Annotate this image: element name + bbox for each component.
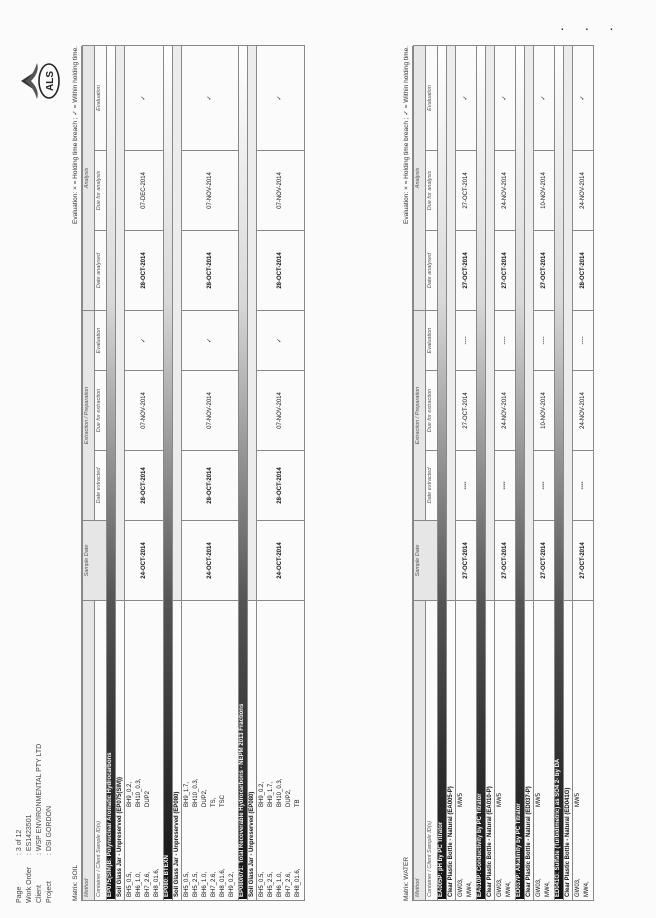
evaluation-analysis: ✓ [573,45,594,150]
soil-col-extraction: Extraction / Preparation [83,310,95,520]
sample-id-list [457,604,475,897]
date-analysed: 28-OCT-2014 [125,230,164,310]
water-col-date-extracted: Date extracted [426,451,438,521]
container-name: Clear Plastic Bottle - Natural (ED041G) [564,601,573,901]
sample-id: MW4, [545,881,551,897]
water-col-evaluation2: Evaluation [426,45,438,150]
table-row [182,45,239,900]
sample-id: DUP2, [286,789,292,807]
report-header [15,43,69,903]
sample-id: BH10_0.3, [193,778,199,807]
sample-id: MW5 [575,793,581,807]
sample-id-list [535,604,553,897]
date-extracted: 28-OCT-2014 [182,451,239,521]
soil-col-sample-date: Sample Date [83,521,107,601]
sample-id: GW03, [575,878,581,897]
sample-id: BH5_2.5, [268,871,274,897]
due-analysis: 07-NOV-2014 [257,150,305,230]
sample-id-list [126,604,162,897]
water-matrix-label: Matrix: WATER [403,856,410,901]
due-analysis: 10-NOV-2014 [534,150,555,230]
sample-id: GW03, [458,878,464,897]
sample-id: GW03, [497,878,503,897]
soil-matrix-line [71,46,82,901]
scan-specks: · · · [560,20,622,36]
sample-id: BH5_0.5, [127,871,133,897]
sample-date: 24-OCT-2014 [125,521,164,601]
sample-id: BH6_1.0, [277,871,283,897]
table-row [257,45,305,900]
water-col-date-analysed: Date analysed [426,230,438,310]
evaluation-extraction: ---- [573,310,594,370]
soil-matrix-label: Matrix: SOIL [72,864,79,901]
sample-date: 27-OCT-2014 [573,521,594,601]
due-extraction: 10-NOV-2014 [534,371,555,451]
project-label: Project [46,881,53,903]
due-analysis: 24-NOV-2014 [573,150,594,230]
evaluation-analysis: ✓ [182,45,239,150]
sample-id-list [496,604,514,897]
sample-id: BH8_01.6, [154,868,160,897]
logo-text: ALS [45,71,56,91]
date-extracted: ---- [495,451,516,521]
evaluation-analysis: ✓ [125,45,164,150]
date-extracted: 28-OCT-2014 [257,451,305,521]
container-name: Clear Plastic Bottle - Natural (ED037-P) [525,601,534,901]
soil-col-evaluation: Evaluation [95,310,107,370]
water-col-evaluation: Evaluation [426,310,438,370]
soil-table [82,45,305,901]
method-title: ED037P: Alkalinity by PC Titrator [516,45,525,900]
table-row [456,45,477,900]
sample-id: MW5 [497,793,503,807]
sample-id-list [183,604,237,897]
method-band [164,45,173,900]
sample-date: 24-OCT-2014 [257,521,305,601]
container-filler [525,45,534,600]
container-filler [116,45,125,600]
sample-id: MW4, [584,881,590,897]
sample-id: BH5_2.5, [193,871,199,897]
water-col-extraction: Extraction / Preparation [414,310,426,520]
method-title: ED041G: Sulfate (Turbidimetric) as SO4 2- by DA [555,45,564,900]
evaluation-extraction: ✓ [257,310,305,370]
client-label: Client [36,885,43,903]
soil-section [71,46,305,901]
date-analysed: 27-OCT-2014 [534,230,555,310]
als-logo [19,59,63,103]
work-order-value: : ES1423501 [26,814,33,855]
method-title: EP080/071: Total Recoverable Hydrocarbons - NEPM 2013 Fractions [239,45,248,900]
container-row [525,45,534,900]
soil-body [107,45,305,900]
date-extracted: ---- [534,451,555,521]
container-name: Soil Glass Jar - Unpreserved (EP075(SIM)) [116,601,125,901]
container-name: Clear Plastic Bottle - Natural (EA010-P) [486,601,495,901]
soil-col-analysis: Analysis [83,45,95,310]
container-name: Clear Plastic Bottle - Natural (EA005-P) [447,601,456,901]
sample-id: BH9_0.2, [127,781,133,807]
sample-id: MW4, [506,881,512,897]
sample-id: DUP2, [202,789,208,807]
page-value: : 3 of 12 [16,829,23,855]
method-title: EP080: BTEXN [164,45,173,900]
container-filler [486,45,495,600]
sample-id: TSC [220,795,226,807]
container-filler [447,45,456,600]
water-matrix-line [402,46,413,901]
sample-id: BH9_0.2, [259,781,265,807]
soil-col-evaluation2: Evaluation [95,45,107,150]
soil-col-due-extraction: Due for extraction [95,371,107,451]
client-value: : WSP ENVIRONMENTAL PTY LTD [36,743,43,855]
evaluation-extraction: ---- [534,310,555,370]
due-extraction: 24-NOV-2014 [573,371,594,451]
sample-id: BH9_1.7, [184,781,190,807]
date-analysed: 27-OCT-2014 [495,230,516,310]
soil-col-container: Container / Client Sample ID(s) [95,601,107,901]
container-name: Soil Glass Jar - Unpreserved (EP080) [248,601,257,901]
water-legend: Evaluation: × = Holding time breach ; ✓ = Within holding time. [403,46,410,224]
method-title: EP075(SIM)B: Polynuclear Aromatic Hydrocarbons [107,45,116,900]
date-analysed: 28-OCT-2014 [182,230,239,310]
water-col-sample-date: Sample Date [414,521,438,601]
date-extracted: ---- [456,451,477,521]
sample-id: TB [295,799,301,807]
water-table [413,45,594,901]
method-title: EA005P: pH by PC Titrator [438,45,447,900]
sample-date: 27-OCT-2014 [456,521,477,601]
container-name: Soil Glass Jar - Unpreserved (EP080) [173,601,182,901]
work-order-label: Work Order [26,866,33,903]
soil-col-method: Method [83,601,95,901]
rotated-report [15,43,605,903]
soil-legend: Evaluation: × = Holding time breach ; ✓ = Within holding time. [72,46,79,224]
due-extraction: 07-NOV-2014 [125,371,164,451]
evaluation-analysis: ✓ [257,45,305,150]
sample-id: BH10_0.3, [277,778,283,807]
sample-id: BH7_2.6, [211,871,217,897]
soil-col-date-analysed: Date analysed [95,230,107,310]
method-title: EA010P: Conductivity by PC Titrator [477,45,486,900]
water-col-method: Method [414,601,426,901]
container-row [447,45,456,900]
container-filler [564,45,573,600]
water-body [438,45,594,900]
water-col-due-analysis: Due for analysis [426,150,438,230]
due-extraction: 07-NOV-2014 [182,371,239,451]
evaluation-extraction: ---- [456,310,477,370]
sample-id: BH6_1.0, [136,871,142,897]
table-row [534,45,555,900]
water-col-analysis: Analysis [414,45,426,310]
water-col-container: Container / Client Sample ID(s) [426,601,438,901]
date-analysed: 28-OCT-2014 [257,230,305,310]
due-extraction: 27-OCT-2014 [456,371,477,451]
date-analysed: 28-OCT-2014 [573,230,594,310]
table-row [495,45,516,900]
sample-id: GW03, [536,878,542,897]
container-row [486,45,495,900]
sample-id: BH5_0.5, [259,871,265,897]
evaluation-extraction: ✓ [182,310,239,370]
container-row [173,45,182,900]
evaluation-analysis: ✓ [534,45,555,150]
soil-col-date-extracted: Date extracted [95,451,107,521]
evaluation-extraction: ---- [495,310,516,370]
due-analysis: 07-DEC-2014 [125,150,164,230]
container-row [116,45,125,900]
method-band [477,45,486,900]
sample-id: MW5 [536,793,542,807]
sample-id: BH8_01.6, [220,868,226,897]
sample-date: 27-OCT-2014 [495,521,516,601]
sample-date: 27-OCT-2014 [534,521,555,601]
container-filler [173,45,182,600]
method-band [555,45,564,900]
evaluation-extraction: ✓ [125,310,164,370]
date-extracted: 28-OCT-2014 [125,451,164,521]
container-row [564,45,573,900]
date-analysed: 27-OCT-2014 [456,230,477,310]
sample-id: BH5_0.5, [184,871,190,897]
sample-id: BH8_01.6, [295,868,301,897]
method-band [516,45,525,900]
method-band [239,45,248,900]
date-extracted: ---- [573,451,594,521]
container-row [248,45,257,900]
sample-id: BH9_1.7, [268,781,274,807]
evaluation-analysis: ✓ [456,45,477,150]
sample-id-list [574,604,592,897]
sample-id: MW4, [467,881,473,897]
soil-col-due-analysis: Due for analysis [95,150,107,230]
sample-id: BH9_0.2, [229,871,235,897]
due-analysis: 24-NOV-2014 [495,150,516,230]
sample-id: TS, [211,797,217,807]
water-section [402,46,594,901]
method-band [107,45,116,900]
project-value: : DSI GORDON [46,805,53,855]
water-col-due-extraction: Due for extraction [426,371,438,451]
sample-id: MW5 [458,793,464,807]
sample-date: 24-OCT-2014 [182,521,239,601]
page-label: Page [16,886,23,903]
sample-id: BH6_1.0, [202,871,208,897]
evaluation-analysis: ✓ [495,45,516,150]
due-extraction: 07-NOV-2014 [257,371,305,451]
due-extraction: 24-NOV-2014 [495,371,516,451]
table-row [125,45,164,900]
due-analysis: 07-NOV-2014 [182,150,239,230]
method-band [438,45,447,900]
sample-id: DUP2 [145,790,151,807]
table-row [573,45,594,900]
sample-id: BH7_2.6, [286,871,292,897]
sample-id: BH10_0.3, [136,778,142,807]
sample-id-list [258,604,303,897]
sample-id: BH7_2.6, [145,871,151,897]
container-filler [248,45,257,600]
due-analysis: 27-OCT-2014 [456,150,477,230]
